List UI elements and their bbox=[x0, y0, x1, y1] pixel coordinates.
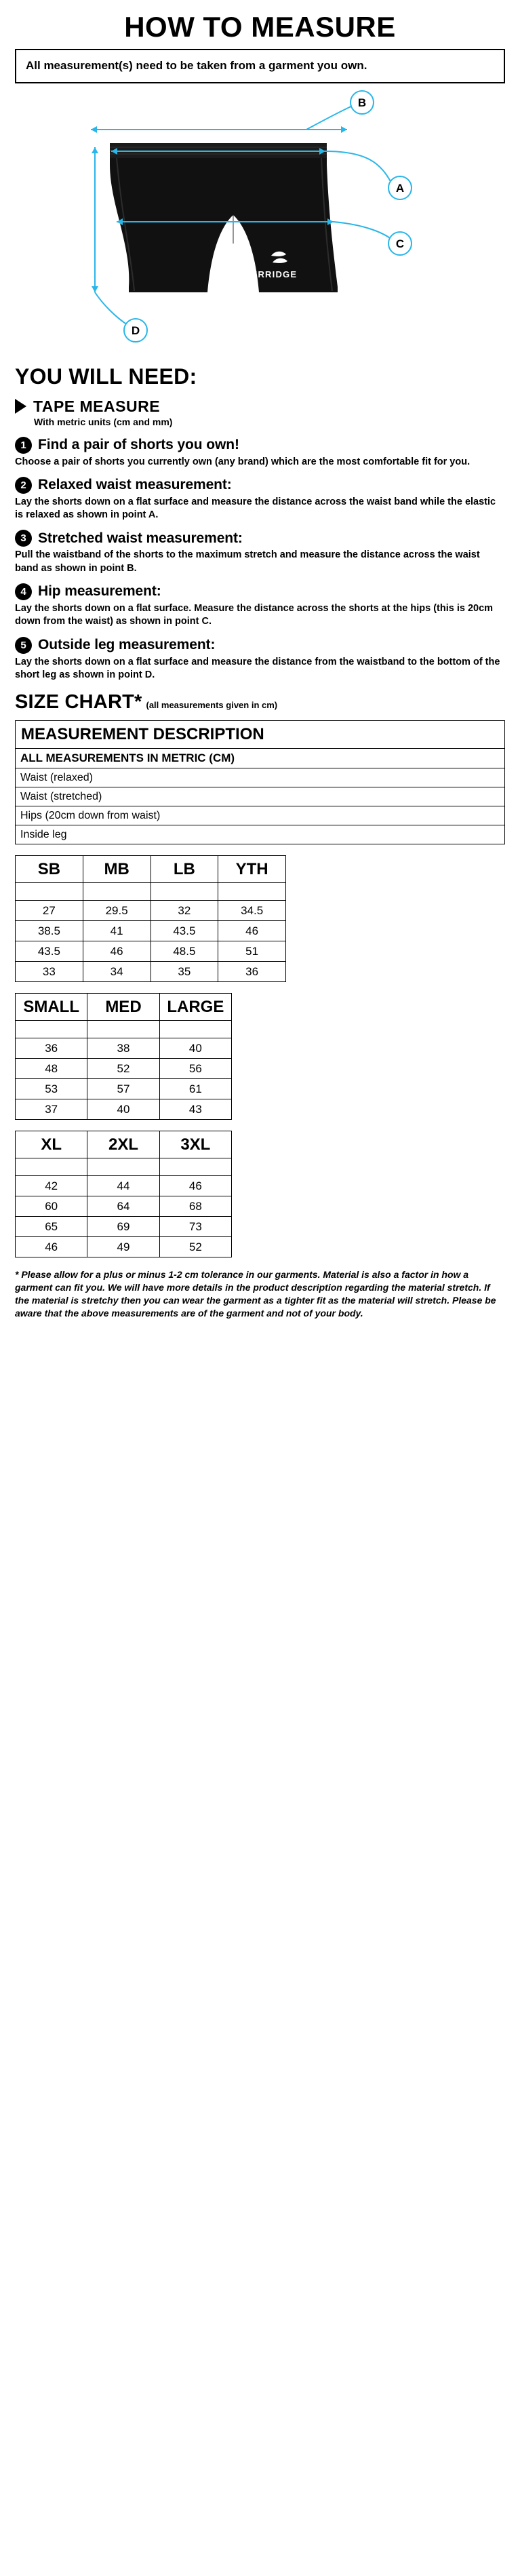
cell: 34.5 bbox=[218, 901, 286, 921]
step-4-title: Hip measurement: bbox=[38, 583, 161, 600]
size-header: LB bbox=[151, 856, 218, 883]
cell: 69 bbox=[87, 1217, 159, 1237]
leader-a bbox=[325, 151, 392, 184]
size-table-plus bbox=[15, 1131, 232, 1257]
leader-d bbox=[95, 292, 127, 325]
leader-c bbox=[334, 222, 392, 239]
cell: 57 bbox=[87, 1079, 159, 1099]
table-row bbox=[16, 1038, 232, 1059]
cell: 38 bbox=[87, 1038, 159, 1059]
table-row bbox=[16, 1158, 232, 1176]
step-2-title: Relaxed waist measurement: bbox=[38, 477, 232, 493]
cell bbox=[87, 1021, 159, 1038]
triangle-bullet-icon bbox=[15, 399, 26, 414]
cell bbox=[16, 883, 83, 901]
table-row bbox=[16, 962, 286, 982]
cell: 53 bbox=[16, 1079, 87, 1099]
size-header: 3XL bbox=[159, 1131, 231, 1158]
table-row bbox=[16, 921, 286, 941]
cell: 44 bbox=[87, 1176, 159, 1196]
measurement-label: Waist (stretched) bbox=[16, 787, 505, 806]
table-row bbox=[16, 721, 505, 749]
table-row bbox=[16, 749, 505, 768]
cell: 52 bbox=[87, 1059, 159, 1079]
cell: 48.5 bbox=[151, 941, 218, 962]
cell: 46 bbox=[83, 941, 151, 962]
size-table-junior bbox=[15, 855, 286, 982]
cell: 42 bbox=[16, 1176, 87, 1196]
table-row bbox=[16, 1217, 232, 1237]
size-table-adult bbox=[15, 993, 232, 1120]
table-row bbox=[16, 1099, 232, 1120]
table-row bbox=[16, 1059, 232, 1079]
cell: 60 bbox=[16, 1196, 87, 1217]
step-1-title: Find a pair of shorts you own! bbox=[38, 437, 239, 453]
shorts-measurement-diagram bbox=[15, 89, 505, 360]
cell: 29.5 bbox=[83, 901, 151, 921]
metric-note: ALL MEASUREMENTS IN METRIC (CM) bbox=[16, 749, 505, 768]
cell: 40 bbox=[159, 1038, 231, 1059]
step-1-number: 1 bbox=[15, 437, 32, 454]
brand-wordmark: SURRIDGE bbox=[244, 269, 298, 279]
intro-callout bbox=[15, 49, 505, 83]
description-header: MEASUREMENT DESCRIPTION bbox=[16, 721, 505, 749]
measurement-label: Inside leg bbox=[16, 825, 505, 844]
step-3 bbox=[15, 530, 505, 575]
cell: 49 bbox=[87, 1237, 159, 1257]
cell: 41 bbox=[83, 921, 151, 941]
label-c-text: C bbox=[395, 237, 405, 250]
cell bbox=[87, 1158, 159, 1176]
intro-text: All measurement(s) need to be taken from a garment you own. bbox=[26, 59, 367, 73]
cell: 43 bbox=[159, 1099, 231, 1120]
table-header-row bbox=[16, 856, 286, 883]
size-header: MB bbox=[83, 856, 151, 883]
cell: 61 bbox=[159, 1079, 231, 1099]
size-chart-note: (all measurements given in cm) bbox=[146, 700, 278, 711]
cell bbox=[159, 1158, 231, 1176]
table-row bbox=[16, 787, 505, 806]
size-header: 2XL bbox=[87, 1131, 159, 1158]
step-4-number: 4 bbox=[15, 583, 32, 600]
cell: 46 bbox=[218, 921, 286, 941]
cell: 32 bbox=[151, 901, 218, 921]
label-d-text: D bbox=[131, 324, 140, 337]
cell: 43.5 bbox=[16, 941, 83, 962]
cell: 52 bbox=[159, 1237, 231, 1257]
table-row bbox=[16, 941, 286, 962]
cell: 48 bbox=[16, 1059, 87, 1079]
shorts-illustration bbox=[110, 143, 338, 292]
table-header-row bbox=[16, 994, 232, 1021]
cell bbox=[16, 1021, 87, 1038]
step-5 bbox=[15, 637, 505, 682]
step-2-body: Lay the shorts down on a flat surface and measure the distance across the waist band while the elastic is relaxed as shown in point A. bbox=[15, 496, 496, 521]
step-4 bbox=[15, 583, 505, 629]
step-1-body: Choose a pair of shorts you currently own (any brand) which are the most comfortable fit for you. bbox=[15, 456, 471, 467]
cell: 38.5 bbox=[16, 921, 83, 941]
tolerance-footnote: * Please allow for a plus or minus 1-2 cm tolerance in our garments. Material is also a factor in how a garment can fit you. We will have more details in the product description regarding the material stretch. If the material is stretchy then you can wear the garment as a tighter fit as the material will stretch. Please be aware that the above measurements are of the garment and not of your body. bbox=[15, 1269, 496, 1319]
label-b-text: B bbox=[357, 96, 367, 109]
cell: 43.5 bbox=[151, 921, 218, 941]
table-row bbox=[16, 1079, 232, 1099]
cell bbox=[16, 1158, 87, 1176]
cell: 65 bbox=[16, 1217, 87, 1237]
table-row bbox=[16, 1176, 232, 1196]
label-a-text: A bbox=[395, 181, 405, 195]
cell: 36 bbox=[16, 1038, 87, 1059]
cell: 56 bbox=[159, 1059, 231, 1079]
cell: 51 bbox=[218, 941, 286, 962]
cell: 46 bbox=[16, 1237, 87, 1257]
table-row bbox=[16, 1196, 232, 1217]
step-2 bbox=[15, 477, 505, 522]
tape-measure-row bbox=[15, 397, 505, 416]
cell bbox=[151, 883, 218, 901]
cell: 34 bbox=[83, 962, 151, 982]
cell bbox=[83, 883, 151, 901]
size-chart-title: SIZE CHART* bbox=[15, 691, 142, 714]
size-header: YTH bbox=[218, 856, 286, 883]
step-5-body: Lay the shorts down on a flat surface and measure the distance from the waistband to the bottom of the short leg as shown in point D. bbox=[15, 656, 500, 680]
table-row bbox=[16, 1237, 232, 1257]
step-1 bbox=[15, 437, 505, 469]
cell bbox=[159, 1021, 231, 1038]
table-row bbox=[16, 825, 505, 844]
table-row bbox=[16, 768, 505, 787]
tape-measure-sublabel: With metric units (cm and mm) bbox=[34, 416, 173, 427]
cell: 64 bbox=[87, 1196, 159, 1217]
cell: 40 bbox=[87, 1099, 159, 1120]
size-header: SB bbox=[16, 856, 83, 883]
page-title: HOW TO MEASURE bbox=[124, 11, 396, 43]
size-header: SMALL bbox=[16, 994, 87, 1021]
measurement-description-table bbox=[15, 720, 505, 844]
size-header: XL bbox=[16, 1131, 87, 1158]
cell: 33 bbox=[16, 962, 83, 982]
step-3-number: 3 bbox=[15, 530, 32, 547]
tape-measure-label: TAPE MEASURE bbox=[33, 397, 161, 415]
size-header: LARGE bbox=[159, 994, 231, 1021]
cell: 73 bbox=[159, 1217, 231, 1237]
step-3-body: Pull the waistband of the shorts to the maximum stretch and measure the distance across the waist band as shown in point B. bbox=[15, 549, 480, 574]
cell: 46 bbox=[159, 1176, 231, 1196]
step-2-number: 2 bbox=[15, 477, 32, 494]
table-row bbox=[16, 806, 505, 825]
measurement-label: Waist (relaxed) bbox=[16, 768, 505, 787]
measurement-label: Hips (20cm down from waist) bbox=[16, 806, 505, 825]
step-4-body: Lay the shorts down on a flat surface. Measure the distance across the shorts at the hips (this is 20cm down from the waist) as shown in point C. bbox=[15, 602, 494, 627]
table-header-row bbox=[16, 1131, 232, 1158]
cell: 27 bbox=[16, 901, 83, 921]
you-will-need-heading: YOU WILL NEED: bbox=[15, 364, 197, 389]
step-3-title: Stretched waist measurement: bbox=[38, 530, 243, 546]
table-row bbox=[16, 883, 286, 901]
cell bbox=[218, 883, 286, 901]
cell: 35 bbox=[151, 962, 218, 982]
table-row bbox=[16, 901, 286, 921]
size-header: MED bbox=[87, 994, 159, 1021]
table-row bbox=[16, 1021, 232, 1038]
cell: 37 bbox=[16, 1099, 87, 1120]
step-5-number: 5 bbox=[15, 637, 32, 654]
size-chart-heading bbox=[15, 691, 505, 714]
shorts-diagram-svg bbox=[15, 89, 505, 360]
leader-b bbox=[306, 105, 354, 130]
step-5-title: Outside leg measurement: bbox=[38, 637, 216, 652]
cell: 36 bbox=[218, 962, 286, 982]
cell: 68 bbox=[159, 1196, 231, 1217]
